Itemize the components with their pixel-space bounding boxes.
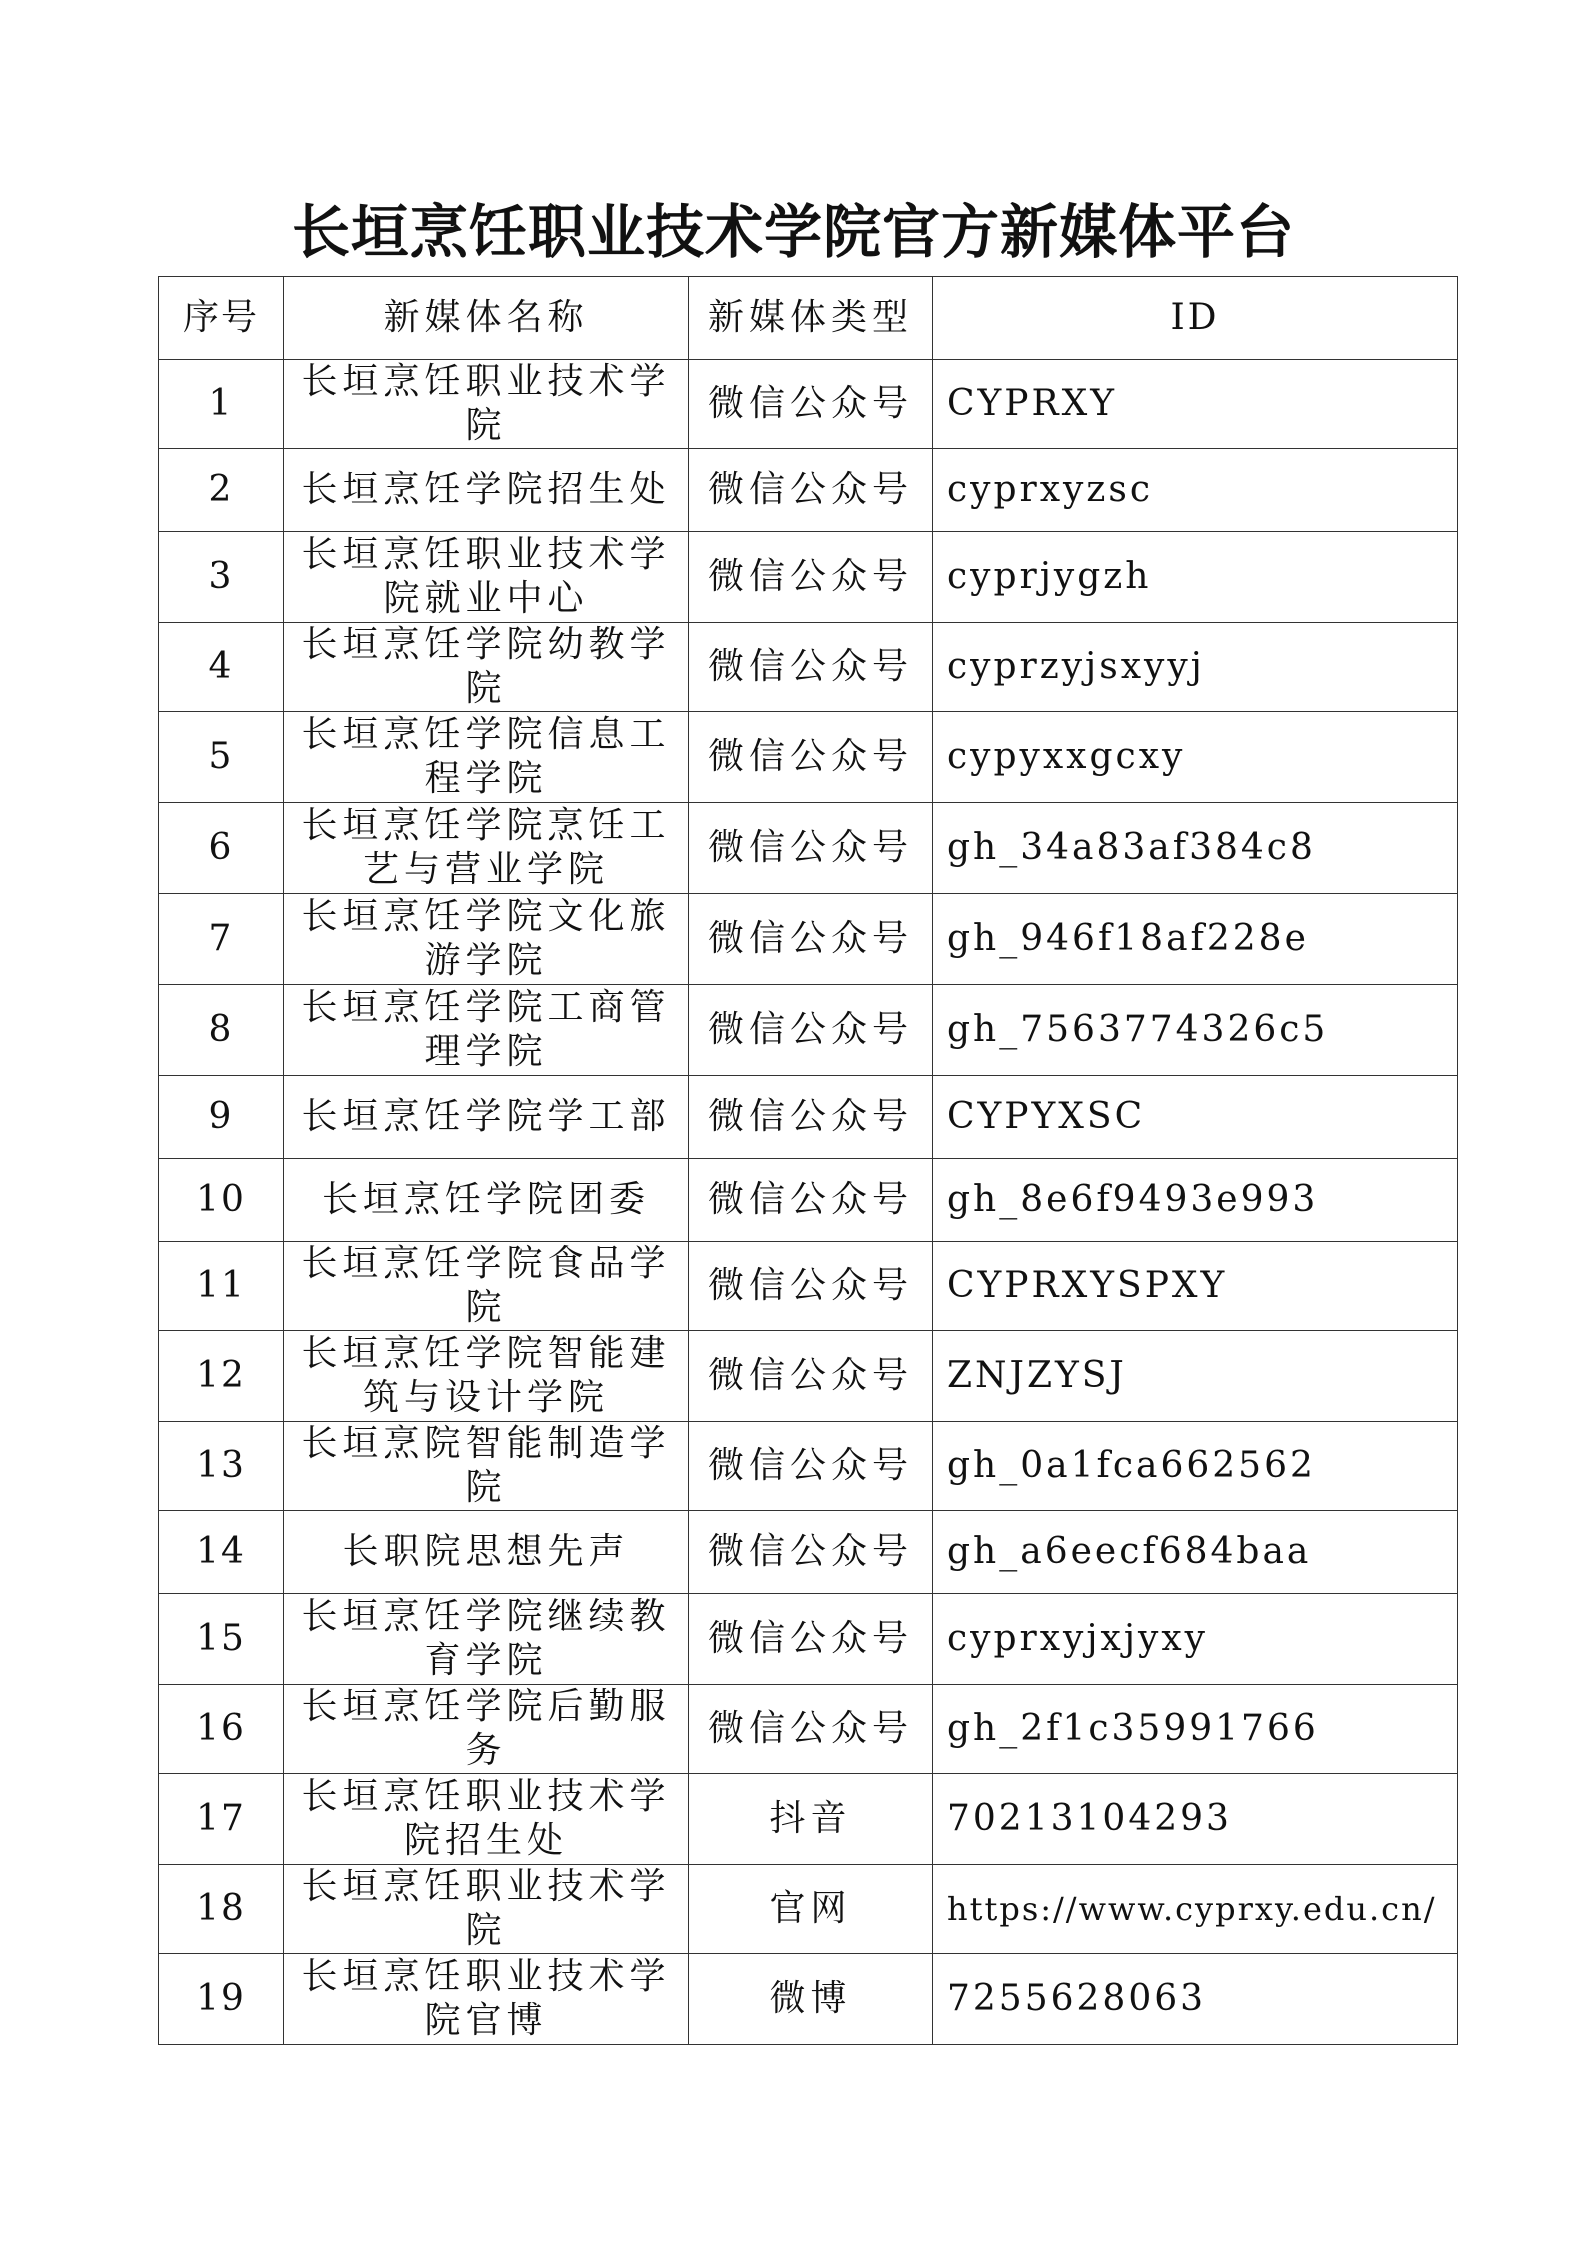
- page-title: 长垣烹饪职业技术学院官方新媒体平台: [291, 198, 1295, 266]
- row-number: 11: [159, 1242, 284, 1331]
- row-number: 13: [159, 1422, 284, 1511]
- row-media-type: 微信公众号: [689, 803, 933, 894]
- row-id: gh_0a1fca662562: [933, 1422, 1458, 1511]
- row-id: gh_8e6f9493e993: [933, 1159, 1458, 1242]
- row-media-name-text: 长垣烹饪学院烹饪工艺与营业学院: [301, 805, 671, 890]
- row-media-name-text: 长垣烹饪学院后勤服务: [301, 1686, 671, 1771]
- row-media-name: [284, 712, 689, 803]
- table-row: [159, 894, 1458, 985]
- table-row: [159, 1774, 1458, 1865]
- row-number: 15: [159, 1594, 284, 1685]
- row-media-name-text: 长垣烹饪职业技术学院官博: [301, 1956, 671, 2041]
- row-id: cyprjygzh: [933, 532, 1458, 623]
- table-row: [159, 1242, 1458, 1331]
- row-media-type: 官网: [689, 1865, 933, 1954]
- row-id: cyprzyjsxyyj: [933, 623, 1458, 712]
- row-number: 12: [159, 1331, 284, 1422]
- table-row: [159, 360, 1458, 449]
- table-row: [159, 623, 1458, 712]
- row-number: 7: [159, 894, 284, 985]
- row-id: cypyxxgcxy: [933, 712, 1458, 803]
- row-number: 3: [159, 532, 284, 623]
- table-row: [159, 1076, 1458, 1159]
- header-media-name: 新媒体名称: [284, 277, 689, 360]
- table-header-row: [159, 277, 1458, 360]
- header-id: ID: [933, 277, 1458, 360]
- table-row: [159, 1865, 1458, 1954]
- row-media-type: 微信公众号: [689, 1076, 933, 1159]
- row-id: gh_7563774326c5: [933, 985, 1458, 1076]
- row-number: 6: [159, 803, 284, 894]
- row-id: gh_2f1c35991766: [933, 1685, 1458, 1774]
- row-number: 9: [159, 1076, 284, 1159]
- row-id: 70213104293: [933, 1774, 1458, 1865]
- row-number: 16: [159, 1685, 284, 1774]
- row-id: CYPRXYSPXY: [933, 1242, 1458, 1331]
- row-media-name: [284, 449, 689, 532]
- table-row: [159, 1511, 1458, 1594]
- row-media-type: 微信公众号: [689, 1511, 933, 1594]
- table-body: [159, 360, 1458, 2045]
- row-media-name: [284, 1422, 689, 1511]
- row-media-name-text: 长垣烹饪学院继续教育学院: [301, 1596, 671, 1681]
- table-row: [159, 1685, 1458, 1774]
- table-row: [159, 1159, 1458, 1242]
- row-media-name: [284, 532, 689, 623]
- row-id: cyprxyzsc: [933, 449, 1458, 532]
- row-media-name-text: 长垣烹饪学院幼教学院: [301, 624, 671, 709]
- media-platform-table: [158, 276, 1458, 2045]
- row-number: 1: [159, 360, 284, 449]
- table-row: [159, 1954, 1458, 2045]
- row-media-name: [284, 623, 689, 712]
- row-media-type: 微博: [689, 1954, 933, 2045]
- table-row: [159, 1594, 1458, 1685]
- row-media-name: [284, 1331, 689, 1422]
- row-media-type: 微信公众号: [689, 712, 933, 803]
- row-media-name: [284, 1774, 689, 1865]
- header-media-type: 新媒体类型: [689, 277, 933, 360]
- row-media-type: 微信公众号: [689, 1242, 933, 1331]
- row-number: 4: [159, 623, 284, 712]
- row-number: 10: [159, 1159, 284, 1242]
- row-number: 8: [159, 985, 284, 1076]
- row-media-name: [284, 894, 689, 985]
- table-row: [159, 712, 1458, 803]
- row-media-type: 抖音: [689, 1774, 933, 1865]
- row-media-name-text: 长垣烹饪学院学工部: [301, 1096, 671, 1137]
- row-media-type: 微信公众号: [689, 1594, 933, 1685]
- row-media-name-text: 长垣烹饪职业技术学院招生处: [301, 1776, 671, 1861]
- row-media-name: [284, 1159, 689, 1242]
- row-media-name-text: 长垣烹饪职业技术学院: [301, 361, 671, 446]
- row-media-name-text: 长垣烹饪学院智能建筑与设计学院: [301, 1333, 671, 1418]
- row-id: gh_a6eecf684baa: [933, 1511, 1458, 1594]
- row-media-type: 微信公众号: [689, 1331, 933, 1422]
- table-row: [159, 1422, 1458, 1511]
- row-id-url-link[interactable]: https://www.cyprxy.edu.cn/: [933, 1865, 1458, 1954]
- row-media-type: 微信公众号: [689, 449, 933, 532]
- header-number: 序号: [159, 277, 284, 360]
- row-media-name-text: 长垣烹饪学院食品学院: [301, 1243, 671, 1328]
- row-media-name-text: 长垣烹饪职业技术学院: [301, 1866, 671, 1951]
- row-media-name-text: 长垣烹院智能制造学院: [301, 1423, 671, 1508]
- row-media-name: [284, 985, 689, 1076]
- row-media-type: 微信公众号: [689, 985, 933, 1076]
- row-media-name: [284, 1076, 689, 1159]
- row-media-name: [284, 1594, 689, 1685]
- row-media-name-text: 长垣烹饪学院信息工程学院: [301, 714, 671, 799]
- row-id: gh_34a83af384c8: [933, 803, 1458, 894]
- row-media-name: [284, 1511, 689, 1594]
- row-media-type: 微信公众号: [689, 894, 933, 985]
- row-media-name: [284, 1685, 689, 1774]
- row-media-name-text: 长职院思想先声: [342, 1531, 630, 1572]
- row-number: 19: [159, 1954, 284, 2045]
- row-id: CYPYXSC: [933, 1076, 1458, 1159]
- row-media-type: 微信公众号: [689, 532, 933, 623]
- row-number: 14: [159, 1511, 284, 1594]
- row-id: ZNJZYSJ: [933, 1331, 1458, 1422]
- row-number: 17: [159, 1774, 284, 1865]
- table-row: [159, 803, 1458, 894]
- row-media-type: 微信公众号: [689, 1422, 933, 1511]
- row-media-type: 微信公众号: [689, 623, 933, 712]
- row-media-name-text: 长垣烹饪学院团委: [321, 1179, 650, 1220]
- row-number: 5: [159, 712, 284, 803]
- row-media-name: [284, 1865, 689, 1954]
- row-number: 2: [159, 449, 284, 532]
- row-media-name-text: 长垣烹饪职业技术学院就业中心: [301, 534, 671, 619]
- row-number: 18: [159, 1865, 284, 1954]
- row-media-type: 微信公众号: [689, 360, 933, 449]
- row-media-name: [284, 360, 689, 449]
- row-id: CYPRXY: [933, 360, 1458, 449]
- table-row: [159, 1331, 1458, 1422]
- row-id: gh_946f18af228e: [933, 894, 1458, 985]
- row-id: cyprxyjxjyxy: [933, 1594, 1458, 1685]
- row-media-name-text: 长垣烹饪学院工商管理学院: [301, 987, 671, 1072]
- row-media-name: [284, 1242, 689, 1331]
- table-row: [159, 449, 1458, 532]
- table-row: [159, 532, 1458, 623]
- row-id: 7255628063: [933, 1954, 1458, 2045]
- row-media-type: 微信公众号: [689, 1685, 933, 1774]
- row-media-name: [284, 803, 689, 894]
- row-media-name-text: 长垣烹饪学院招生处: [301, 469, 671, 510]
- row-media-type: 微信公众号: [689, 1159, 933, 1242]
- row-media-name: [284, 1954, 689, 2045]
- table-row: [159, 985, 1458, 1076]
- row-media-name-text: 长垣烹饪学院文化旅游学院: [301, 896, 671, 981]
